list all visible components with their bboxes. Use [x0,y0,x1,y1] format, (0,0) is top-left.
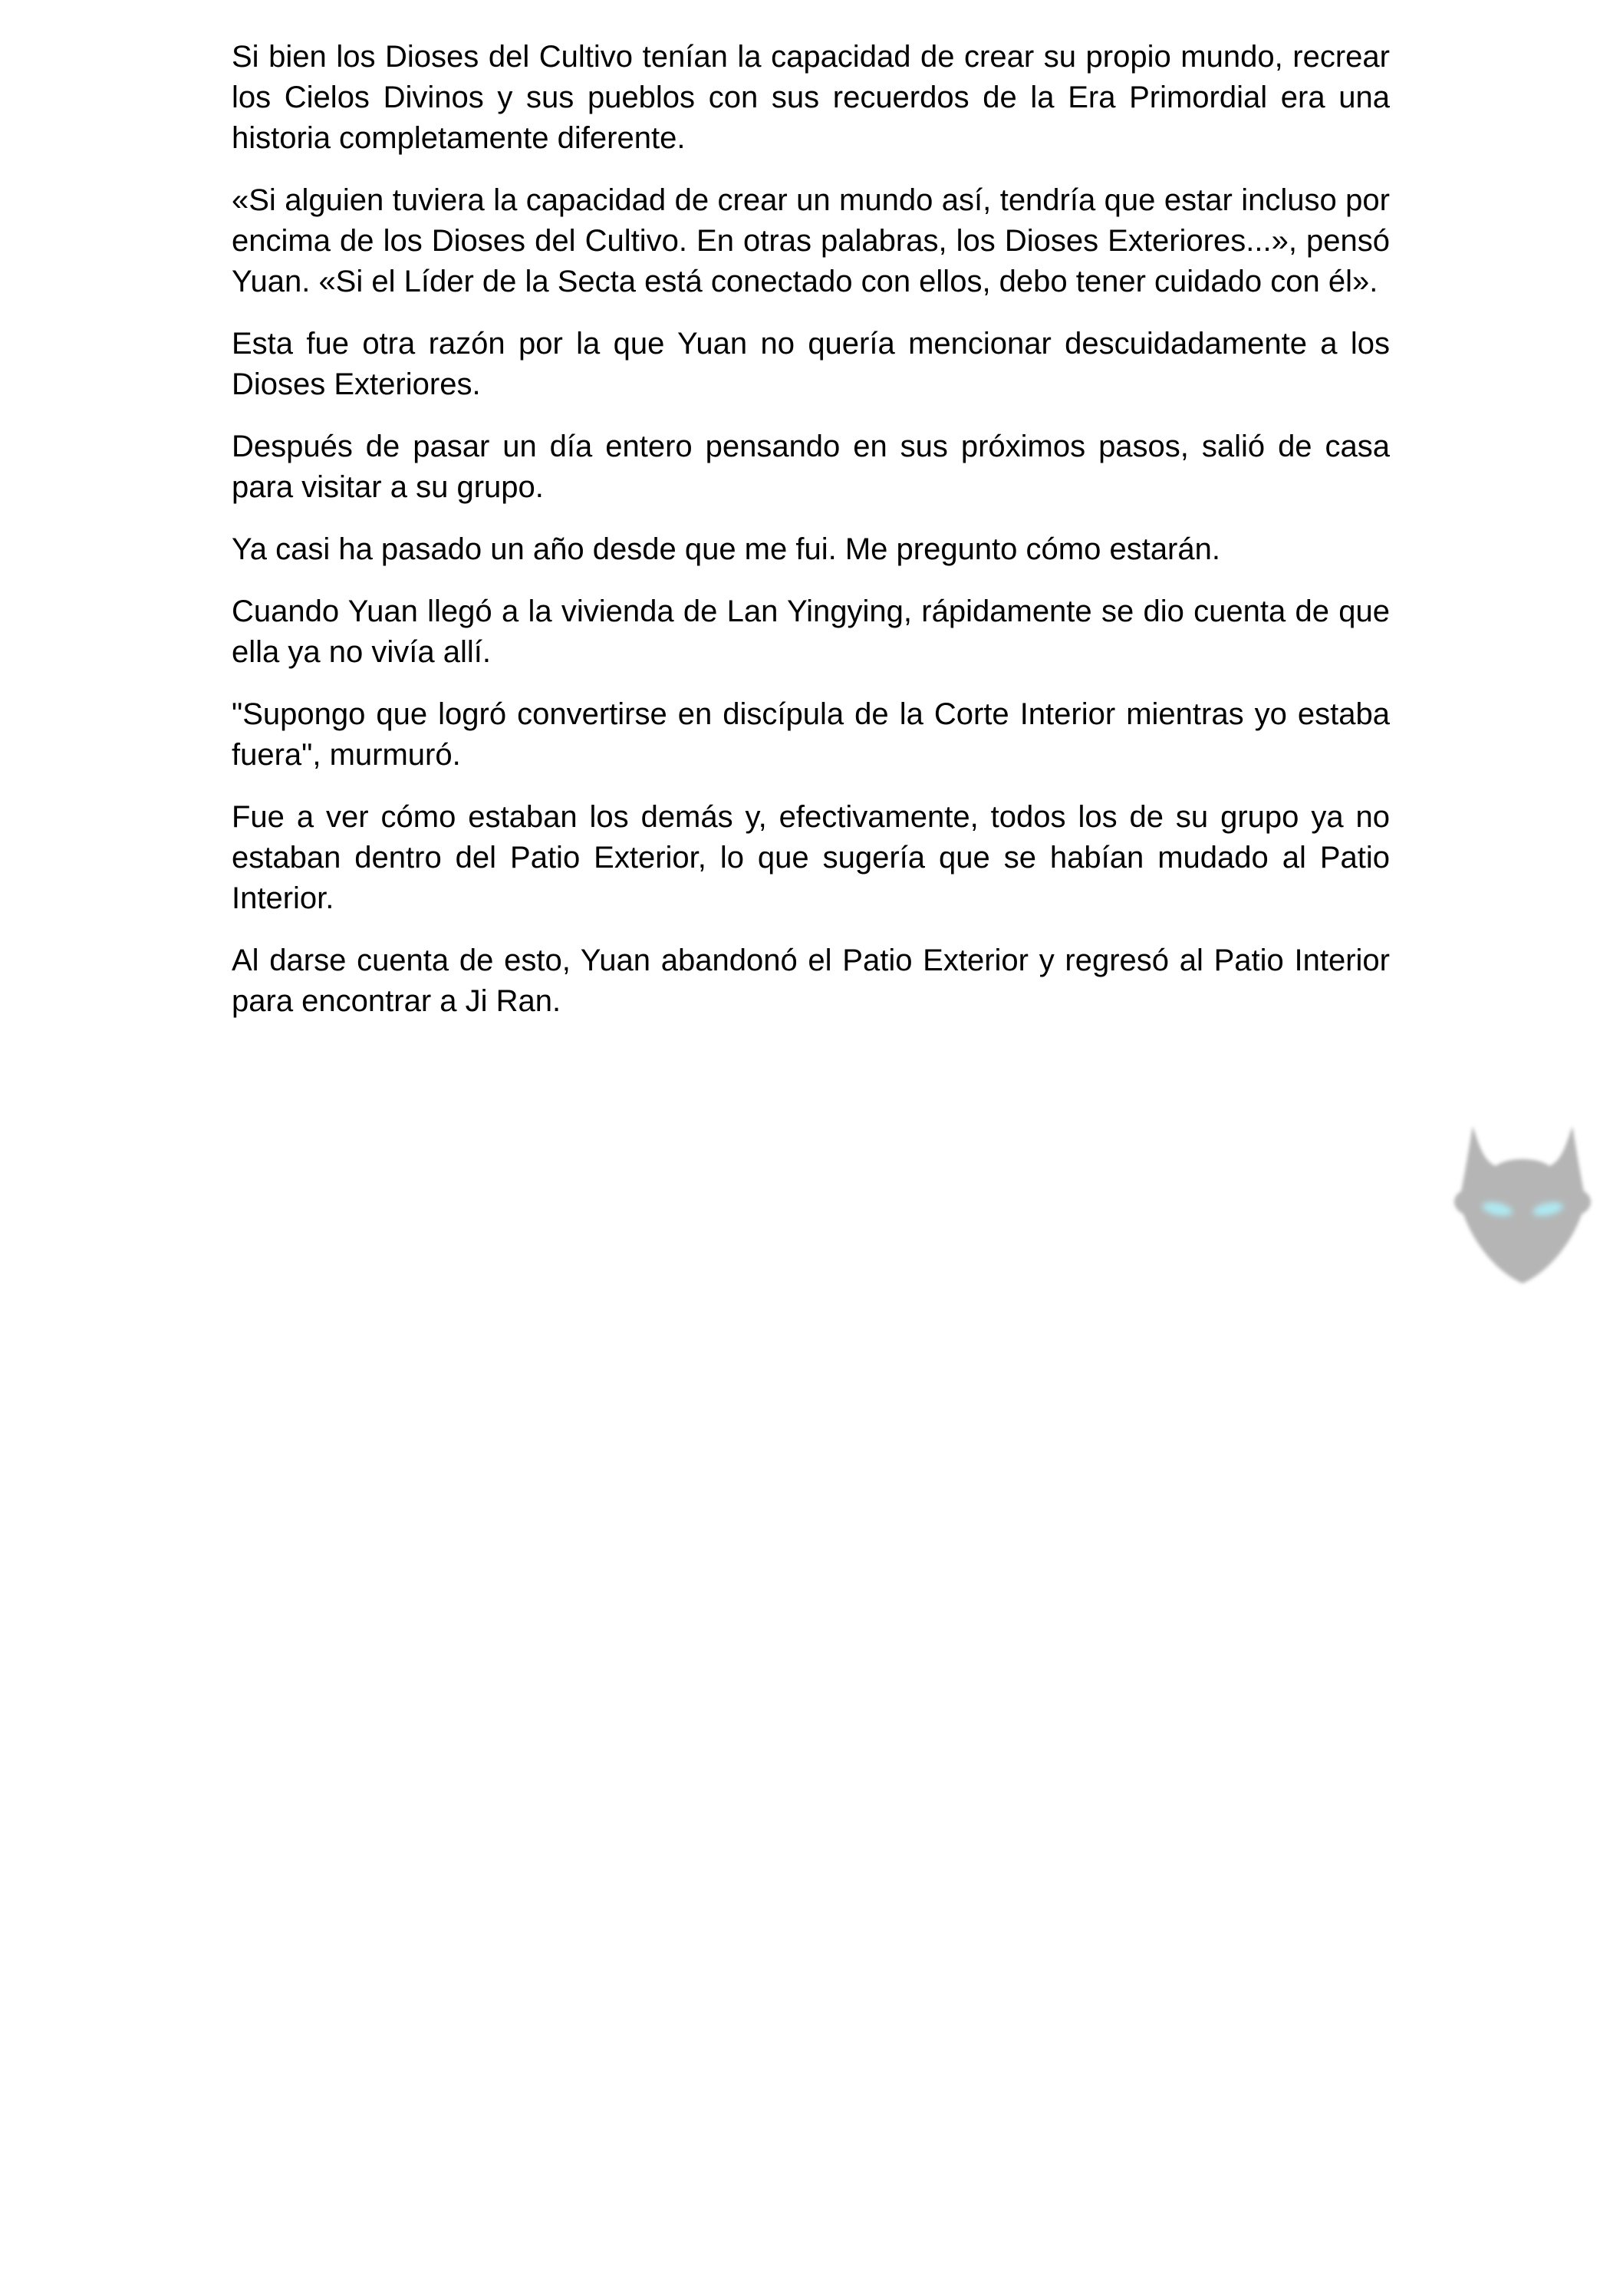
paragraph: Después de pasar un día entero pensando en sus próximos pasos, salió de casa para visitar a su grupo. [232,430,1390,504]
paragraph: Cuando Yuan llegó a la vivienda de Lan Yingying, rápidamente se dio cuenta de que ella ya no vivía allí. [232,595,1390,669]
paragraph: Ya casi ha pasado un año desde que me fui. Me pregunto cómo estarán. [232,532,1220,566]
paragraph: Si bien los Dioses del Cultivo tenían la capacidad de crear su propio mundo, recrear los Cielos Divinos y sus pueblos con sus recuerdos de la Era Primordial era una historia completamente diferente. [232,40,1390,155]
paragraph: Esta fue otra razón por la que Yuan no quería mencionar descuidadamente a los Dioses Exteriores. [232,327,1390,401]
paragraph: Al darse cuenta de esto, Yuan abandonó el Patio Exterior y regresó al Patio Interior para encontrar a Ji Ran. [232,944,1390,1018]
text-body [232,37,1390,1043]
demon-head-icon [1450,1118,1595,1287]
paragraph: «Si alguien tuviera la capacidad de crear un mundo así, tendría que estar incluso por encima de los Dioses del Cultivo. En otras palabras, los Dioses Exteriores...», pensó Yuan. «Si el Líder de la Secta está conectado con ellos, debo tener cuidado con él». [232,183,1390,298]
paragraph: "Supongo que logró convertirse en discípula de la Corte Interior mientras yo estaba fuera", murmuró. [232,697,1390,772]
paragraph: Fue a ver cómo estaban los demás y, efectivamente, todos los de su grupo ya no estaban dentro del Patio Exterior, lo que sugería que se habían mudado al Patio Interior. [232,800,1390,915]
